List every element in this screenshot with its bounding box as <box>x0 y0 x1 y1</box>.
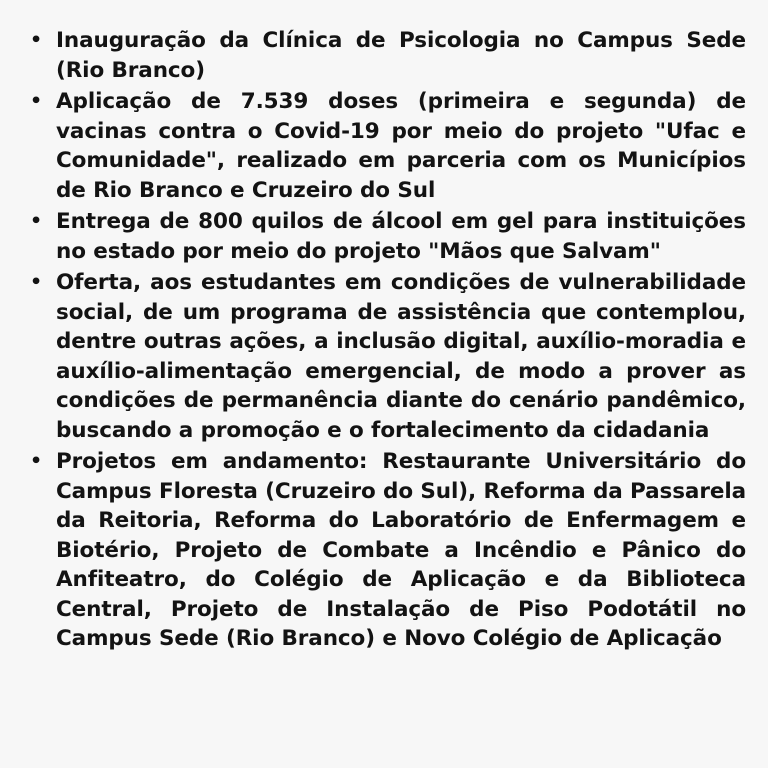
list-item-text: • Aplicação de 7.539 doses (primeira e segunda) de vacinas contra o Covid-19 por meio do projeto "Ufac e Comunidade", realizado em parceria com os Municípios de Rio Branco e Cruzeiro do Sul <box>56 89 746 203</box>
list-item-text: • Entrega de 800 quilos de álcool em gel para instituições no estado por meio do projeto "Mãos que Salvam" <box>56 209 746 264</box>
achievements-bullet-list <box>14 26 746 654</box>
list-item-text: • Inauguração da Clínica de Psicologia no Campus Sede (Rio Branco) <box>56 28 746 83</box>
list-item <box>14 207 746 266</box>
list-item <box>14 447 746 654</box>
list-item <box>14 268 746 445</box>
list-item-text: • Oferta, aos estudantes em condições de vulnerabilidade social, de um programa de assistência que contemplou, dentre outras ações, a inclusão digital, auxílio-moradia e auxílio-alimentação emergencial, de modo a prover as condições de permanência diante do cenário pandêmico, buscando a promoção e o fortalecimento da cidadania <box>56 270 746 443</box>
list-item <box>14 87 746 205</box>
list-item <box>14 26 746 85</box>
list-item-text: • Projetos em andamento: Restaurante Universitário do Campus Floresta (Cruzeiro do Sul), Reforma da Passarela da Reitoria, Reforma do Laboratório de Enfermagem e Biotério, Projeto de Combate a Incêndio e Pânico do Anfiteatro, do Colégio de Aplicação e da Biblioteca Central, Projeto de Instalação de Piso Podotátil no Campus Sede (Rio Branco) e Novo Colégio de Aplicação <box>56 449 746 651</box>
